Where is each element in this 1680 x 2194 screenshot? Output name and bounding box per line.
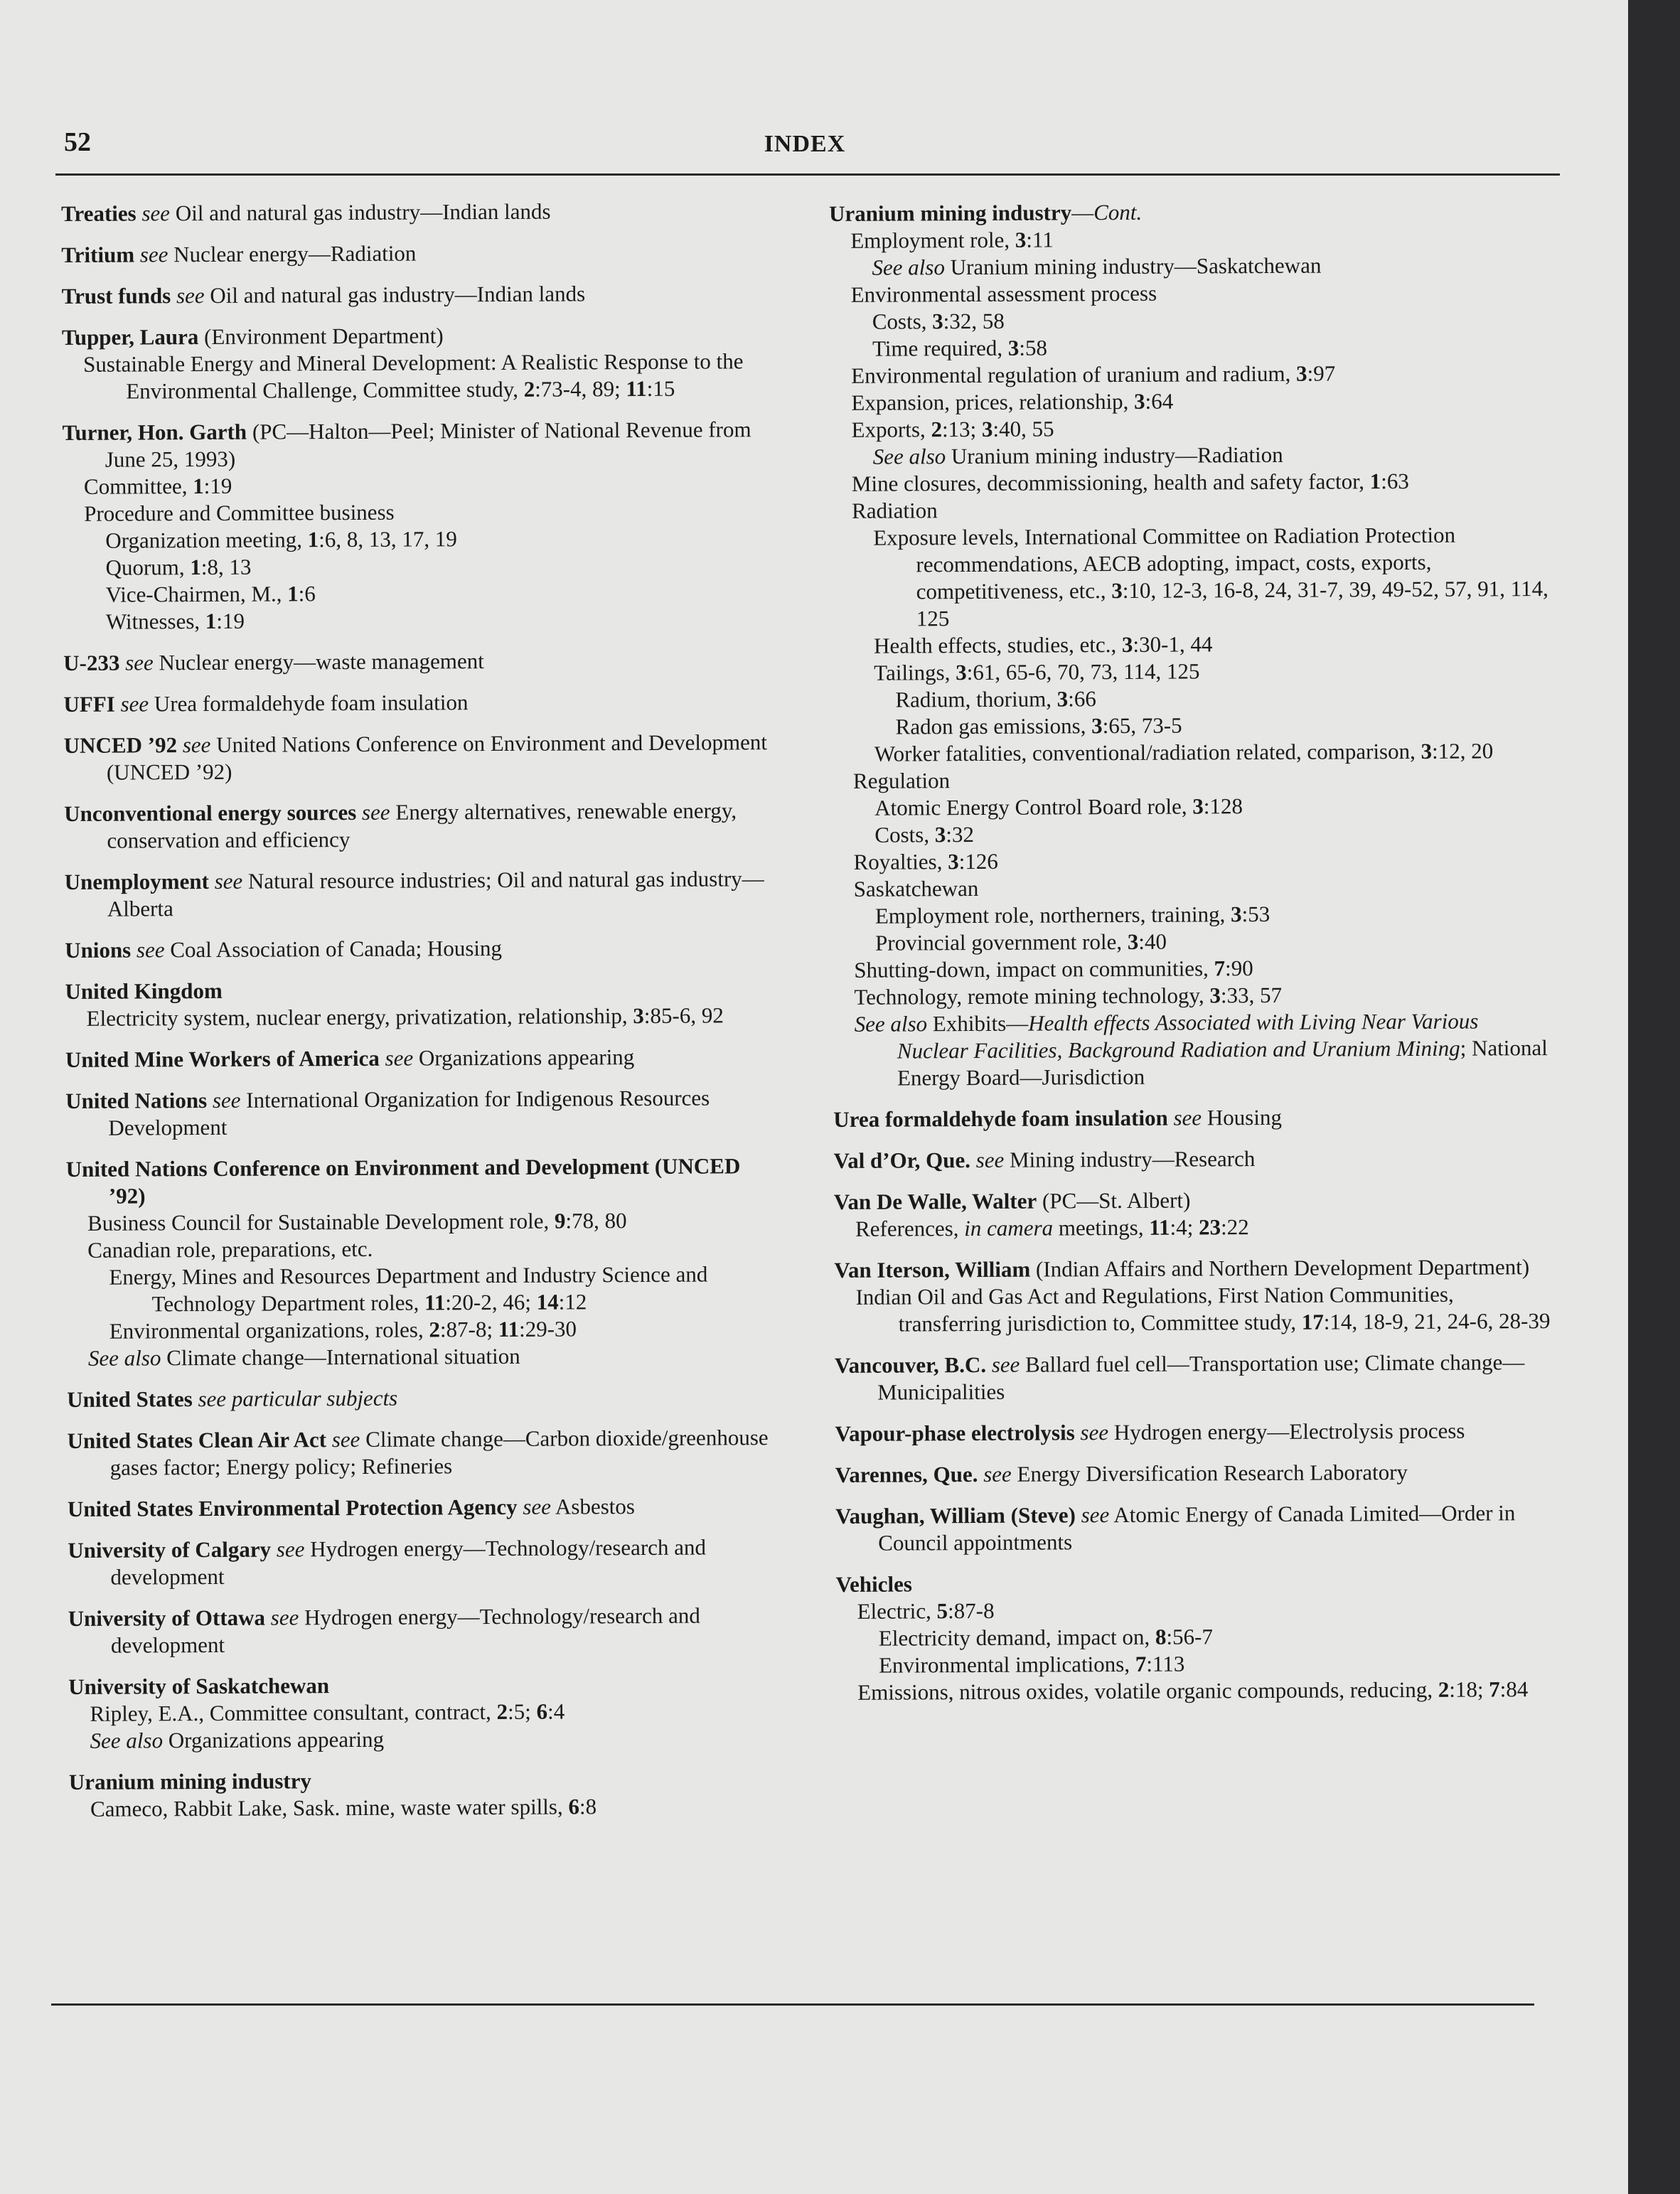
index-headword: Unconventional energy sources xyxy=(64,799,357,826)
index-subentry xyxy=(836,1622,1554,1652)
index-heading-line xyxy=(69,1765,780,1796)
index-entry-text: Environmental assessment process xyxy=(850,280,1157,307)
index-subentry xyxy=(830,494,1548,525)
index-heading-line xyxy=(61,197,772,228)
index-entry-text: Emissions, nitrous oxides, volatile organic compounds, reducing, 2:18; 7:84 xyxy=(857,1676,1529,1705)
index-subentry xyxy=(66,1234,777,1264)
index-entry-text: see Climate change—Carbon dioxide/greenhouse gases factor; Energy policy; Refineries xyxy=(109,1425,769,1480)
index-entry-text: Radiation xyxy=(852,498,938,523)
index-entry-text: Health effects, studies, etc., 3:30-1, 44 xyxy=(873,631,1213,658)
index-entry-text: see Asbestos xyxy=(523,1494,636,1519)
index-entry-text: Quorum, 1:8, 13 xyxy=(105,554,252,580)
index-subentry xyxy=(66,1206,777,1237)
index-entry xyxy=(63,646,774,677)
index-entry-text: See also Organizations appearing xyxy=(90,1726,385,1753)
index-entry-text: see Atomic Energy of Canada Limited—Order in Council appointments xyxy=(878,1500,1516,1556)
index-subentry xyxy=(833,872,1551,903)
index-subentry xyxy=(830,467,1548,498)
index-headword: Unions xyxy=(65,937,132,963)
index-entry-text: Sustainable Energy and Mineral Development: A Realistic Response to the Environmental Challenge, Committee study, 2:73-4, 89; 11:15 xyxy=(83,348,744,404)
index-heading-line xyxy=(65,1043,776,1074)
index-entry-text: Indian Oil and Gas Act and Regulations, First Nation Communities, transferring jurisdiction to, Committee study, 17:14, 18-9, 21, 24-6, 28-39 xyxy=(855,1281,1551,1337)
index-entry-text: (PC—St. Albert) xyxy=(1037,1187,1191,1214)
index-heading-line xyxy=(67,1383,778,1413)
index-entry-text: Exposure levels, International Committee on Radiation Protection recommendations, AECB adopting, impact, costs, exports, competitiveness, etc., 3:10, 12-3, 16-8, 24, 31-7, 39, 49-52, 57, 91, 114, 125 xyxy=(873,522,1548,631)
index-subentry xyxy=(832,764,1550,795)
index-entry-text: (PC—Halton—Peel; Minister of National Revenue from June 25, 1993) xyxy=(105,417,751,472)
index-entry-text: See also Climate change—International situation xyxy=(87,1343,520,1371)
index-entry-text: Technology, remote mining technology, 3:33, 57 xyxy=(854,982,1283,1010)
index-entry xyxy=(65,865,776,923)
index-entry-text: see Energy alternatives, renewable energy, conservation and efficiency xyxy=(107,798,737,853)
index-subentry xyxy=(68,1697,779,1728)
index-entry xyxy=(835,1349,1553,1406)
index-heading-line xyxy=(62,321,773,351)
index-entry xyxy=(62,321,774,405)
index-entry-text: Energy, Mines and Resources Department and Industry Science and Technology Department roles, 11:20-2, 46; 14:12 xyxy=(109,1261,708,1317)
index-headword: Turner, Hon. Garth xyxy=(62,419,247,445)
index-subentry xyxy=(63,524,774,555)
index-subentry xyxy=(830,413,1548,444)
index-subentry xyxy=(834,1212,1552,1243)
index-subentry xyxy=(830,440,1548,471)
index-heading-line xyxy=(68,1492,779,1523)
index-entry-text: Environmental implications, 7:113 xyxy=(878,1651,1185,1678)
index-entry-text: Electricity demand, impact on, 8:56-7 xyxy=(878,1624,1213,1651)
index-heading-line xyxy=(835,1568,1553,1598)
index-entry-text: see Oil and natural gas industry—Indian lands xyxy=(141,198,551,226)
index-heading-line xyxy=(833,1103,1551,1133)
index-heading-line xyxy=(62,279,773,310)
index-entry-text: Radium, thorium, 3:66 xyxy=(895,686,1096,712)
index-entry-text: Environmental regulation of uranium and radium, 3:97 xyxy=(851,360,1336,388)
index-entry-text: see Housing xyxy=(1173,1104,1283,1130)
index-entry xyxy=(833,1103,1551,1133)
index-headword: Trust funds xyxy=(61,283,171,309)
index-entry-text: Royalties, 3:126 xyxy=(853,848,998,874)
index-entry-text: Costs, 3:32, 58 xyxy=(872,308,1005,334)
index-heading-line xyxy=(834,1253,1552,1284)
index-entry-text: see Hydrogen energy—Electrolysis process xyxy=(1080,1418,1465,1445)
index-entry xyxy=(68,1492,779,1523)
index-entry-text: see Hydrogen energy—Technology/research and development xyxy=(110,1534,707,1590)
index-entry-text: see International Organization for Indigenous Resources Development xyxy=(108,1085,710,1140)
index-entry-text: Electricity system, nuclear energy, privatization, relationship, 3:85-6, 92 xyxy=(86,1002,724,1031)
index-entry-text: Vice-Chairmen, M., 1:6 xyxy=(105,581,316,607)
index-subentry xyxy=(831,629,1549,660)
index-entry-text: see Hydrogen energy—Technology/research and development xyxy=(110,1602,700,1658)
index-headword: United Kingdom xyxy=(65,978,223,1004)
index-entry-text: Regulation xyxy=(852,768,951,793)
index-headword: Varennes, Que. xyxy=(835,1461,978,1487)
index-headword: Van Iterson, William xyxy=(834,1256,1031,1283)
index-subentry xyxy=(63,551,774,582)
index-entry-text: References, in camera meetings, 11:4; 23:22 xyxy=(855,1214,1249,1241)
index-entry xyxy=(835,1417,1553,1447)
index-entry xyxy=(66,1152,778,1372)
index-headword: Uranium mining industry xyxy=(68,1768,312,1794)
index-headword: UNCED ’92 xyxy=(63,732,178,758)
index-subentry xyxy=(833,926,1551,957)
index-subentry xyxy=(832,710,1550,741)
index-entry-text: Radon gas emissions, 3:65, 73-5 xyxy=(895,712,1182,739)
index-heading-line xyxy=(68,1534,779,1591)
index-entry-text: Saskatchewan xyxy=(853,875,979,901)
index-heading-line xyxy=(835,1499,1553,1557)
index-entry-text: see Oil and natural gas industry—Indian lands xyxy=(176,281,586,309)
index-subentry xyxy=(832,791,1550,822)
index-entry-text: see United Nations Conference on Environment and Development (UNCED ’92) xyxy=(106,729,768,785)
index-headword: Tupper, Laura xyxy=(61,324,199,350)
index-headword: Uranium mining industry xyxy=(829,200,1072,226)
index-heading-line xyxy=(64,729,775,786)
index-subentry xyxy=(62,348,773,405)
index-subentry xyxy=(830,521,1549,633)
index-headword: United Nations xyxy=(65,1088,208,1113)
index-entry-text: Tailings, 3:61, 65-6, 70, 73, 114, 125 xyxy=(874,658,1200,685)
index-subentry xyxy=(67,1315,778,1345)
index-headword: United States Environmental Protection Agency xyxy=(67,1494,518,1521)
index-headword: University of Saskatchewan xyxy=(68,1673,330,1699)
index-entry-text: Provincial government role, 3:40 xyxy=(875,929,1167,956)
index-subentry xyxy=(831,683,1549,714)
index-entry-text: Costs, 3:32 xyxy=(874,822,974,847)
index-heading-line xyxy=(65,1084,776,1142)
index-column-left xyxy=(61,197,780,1837)
index-headword: Vehicles xyxy=(835,1571,912,1597)
index-headword: U-233 xyxy=(63,650,120,675)
index-entry xyxy=(65,1043,776,1074)
index-heading-line xyxy=(65,975,776,1005)
index-headword: Vancouver, B.C. xyxy=(834,1352,987,1378)
index-heading-line xyxy=(68,1602,779,1659)
index-entry xyxy=(835,1499,1553,1557)
index-entry-text: see particular subjects xyxy=(198,1385,398,1412)
index-entry xyxy=(67,1424,778,1482)
index-entry xyxy=(61,238,772,269)
index-subentry xyxy=(831,656,1549,687)
index-heading-line xyxy=(835,1458,1553,1489)
index-headword: University of Ottawa xyxy=(68,1605,266,1631)
index-entry-text: Exports, 2:13; 3:40, 55 xyxy=(851,416,1054,442)
index-entry-text: see Urea formaldehyde foam insulation xyxy=(120,690,469,717)
index-entry-text: Cameco, Rabbit Lake, Sask. mine, waste water spills, 6:8 xyxy=(90,1794,597,1821)
index-entry-text: Atomic Energy Control Board role, 3:128 xyxy=(874,793,1243,820)
index-subentry xyxy=(66,1261,777,1318)
index-entry-text: See also Exhibits—Health effects Associated with Living Near Various Nuclear Facilities, Background Radiation and Uranium Mining; National Energy Board—Jurisdiction xyxy=(854,1008,1548,1091)
index-headword: Tritium xyxy=(61,242,135,267)
index-subentry xyxy=(832,818,1550,849)
index-entry-text: Expansion, prices, relationship, 3:64 xyxy=(851,388,1174,415)
index-subentry xyxy=(63,605,774,636)
index-heading-line xyxy=(68,1670,779,1701)
index-entry-text: Business Council for Sustainable Development role, 9:78, 80 xyxy=(87,1208,627,1236)
index-entry xyxy=(61,197,772,228)
index-headword: United States Clean Air Act xyxy=(67,1427,327,1453)
index-heading-line xyxy=(835,1349,1553,1406)
index-entry-text: see Ballard fuel cell—Transportation use; Climate change—Municipalities xyxy=(877,1349,1525,1405)
index-entry xyxy=(63,416,774,636)
index-column-right xyxy=(829,197,1554,1721)
index-entry xyxy=(834,1185,1552,1243)
index-subentry xyxy=(833,980,1551,1011)
index-entry xyxy=(835,1568,1554,1706)
index-heading-line xyxy=(829,197,1547,228)
index-entry-text: see Organizations appearing xyxy=(385,1044,635,1071)
index-entry-text: Electric, 5:87-8 xyxy=(857,1598,995,1624)
index-entry xyxy=(64,797,775,855)
footer-rule xyxy=(51,2003,1534,2006)
index-headword: Urea formaldehyde foam insulation xyxy=(833,1105,1168,1132)
index-subentry xyxy=(830,332,1548,363)
index-heading-line xyxy=(67,1424,778,1482)
index-entry-text: see Natural resource industries; Oil and natural gas industry—Alberta xyxy=(107,866,764,921)
index-subentry xyxy=(830,305,1548,336)
index-entry-text: see Nuclear energy—Radiation xyxy=(139,240,417,267)
page-number: 52 xyxy=(64,127,91,157)
index-subentry xyxy=(833,899,1551,930)
index-entry-text: see Mining industry—Research xyxy=(975,1146,1256,1173)
index-subentry xyxy=(65,1002,776,1032)
index-entry xyxy=(68,1534,779,1591)
index-subentry xyxy=(829,251,1547,282)
index-entry-text: Ripley, E.A., Committee consultant, contract, 2:5; 6:4 xyxy=(90,1698,565,1726)
index-heading-line xyxy=(65,933,776,964)
index-entry xyxy=(68,1602,779,1659)
index-subentry xyxy=(834,1280,1552,1338)
page-header xyxy=(51,122,1558,172)
index-headword: Val d’Or, Que. xyxy=(833,1147,971,1173)
index-entry xyxy=(834,1253,1553,1338)
index-entry-text: See also Uranium mining industry—Radiation xyxy=(872,442,1283,469)
index-entry xyxy=(835,1458,1553,1489)
index-heading-line xyxy=(63,687,774,718)
index-subentry xyxy=(63,497,774,528)
index-subentry xyxy=(836,1595,1554,1625)
index-entry xyxy=(65,1084,776,1142)
index-heading-line xyxy=(66,1152,777,1210)
index-entry xyxy=(67,1383,778,1413)
index-subentry xyxy=(836,1676,1554,1706)
header-rule xyxy=(55,173,1560,176)
index-entry xyxy=(63,687,774,718)
index-headword: United Nations Conference on Environment and Development (UNCED ’92) xyxy=(65,1153,741,1209)
index-entry xyxy=(65,975,776,1032)
index-entry-text: Witnesses, 1:19 xyxy=(105,608,245,634)
index-entry-text: (Environment Department) xyxy=(198,323,444,350)
index-entry xyxy=(834,1144,1552,1174)
index-entry-text: —Cont. xyxy=(1071,199,1143,225)
index-entry-text: Employment role, northerners, training, 3:53 xyxy=(874,901,1270,929)
index-subentry xyxy=(68,1724,779,1755)
index-subentry xyxy=(67,1342,778,1372)
index-entry xyxy=(829,197,1551,1092)
index-entry xyxy=(62,279,773,310)
index-heading-line xyxy=(63,646,774,677)
index-headword: Treaties xyxy=(61,200,137,226)
index-heading-line xyxy=(834,1185,1552,1216)
index-subentry xyxy=(833,1007,1552,1092)
index-entry-text: (Indian Affairs and Northern Development Department) xyxy=(1030,1254,1530,1282)
index-entry-text: Worker fatalities, conventional/radiation related, comparison, 3:12, 20 xyxy=(874,738,1494,766)
index-subentry xyxy=(69,1792,780,1823)
index-subentry xyxy=(836,1649,1554,1679)
index-entry xyxy=(65,933,776,964)
index-subentry xyxy=(830,359,1548,390)
index-heading-line xyxy=(834,1144,1552,1174)
index-subentry xyxy=(832,737,1550,768)
index-entry-text: see Coal Association of Canada; Housing xyxy=(136,935,503,963)
index-entry-text: Employment role, 3:11 xyxy=(850,227,1054,253)
index-entry-text: Mine closures, decommissioning, health and safety factor, 1:63 xyxy=(851,469,1409,496)
index-subentry xyxy=(63,470,774,501)
index-headword: Unemployment xyxy=(64,868,209,894)
index-headword: United Mine Workers of America xyxy=(65,1045,380,1072)
index-headword: Van De Walle, Walter xyxy=(833,1188,1037,1214)
index-headword: United States xyxy=(67,1386,193,1412)
index-subentry xyxy=(832,845,1550,876)
index-headword: UFFI xyxy=(63,691,115,717)
index-heading-line xyxy=(61,238,772,269)
index-entry-text: See also Uranium mining industry—Saskatchewan xyxy=(872,252,1322,280)
index-subentry xyxy=(829,224,1547,255)
index-subentry xyxy=(833,953,1551,984)
index-entry-text: Environmental organizations, roles, 2:87-8; 11:29-30 xyxy=(109,1316,577,1344)
page-title: INDEX xyxy=(764,131,846,157)
index-entry-text: Committee, 1:19 xyxy=(83,473,232,499)
index-entry xyxy=(64,729,775,786)
index-entry-text: see Nuclear energy—waste management xyxy=(125,648,484,675)
index-entry-text: Procedure and Committee business xyxy=(84,499,395,526)
index-entry-text: Shutting-down, impact on communities, 7:90 xyxy=(854,956,1253,983)
index-entry xyxy=(69,1765,780,1823)
index-entry-text: see Energy Diversification Research Laboratory xyxy=(983,1460,1408,1487)
index-headword: Vapour-phase electrolysis xyxy=(835,1420,1075,1446)
index-heading-line xyxy=(63,416,774,473)
index-entry-text: Canadian role, preparations, etc. xyxy=(87,1236,373,1263)
index-subentry xyxy=(830,386,1548,417)
index-headword: University of Calgary xyxy=(68,1536,272,1563)
index-subentry xyxy=(830,278,1548,309)
index-entry-text: Organization meeting, 1:6, 8, 13, 17, 19 xyxy=(105,526,457,553)
index-subentry xyxy=(63,578,774,609)
index-heading-line xyxy=(64,797,775,855)
index-entry xyxy=(68,1670,780,1755)
index-headword: Vaughan, William (Steve) xyxy=(835,1502,1076,1529)
index-entry-text: Time required, 3:58 xyxy=(872,335,1048,361)
index-heading-line xyxy=(835,1417,1553,1447)
index-heading-line xyxy=(65,865,776,923)
